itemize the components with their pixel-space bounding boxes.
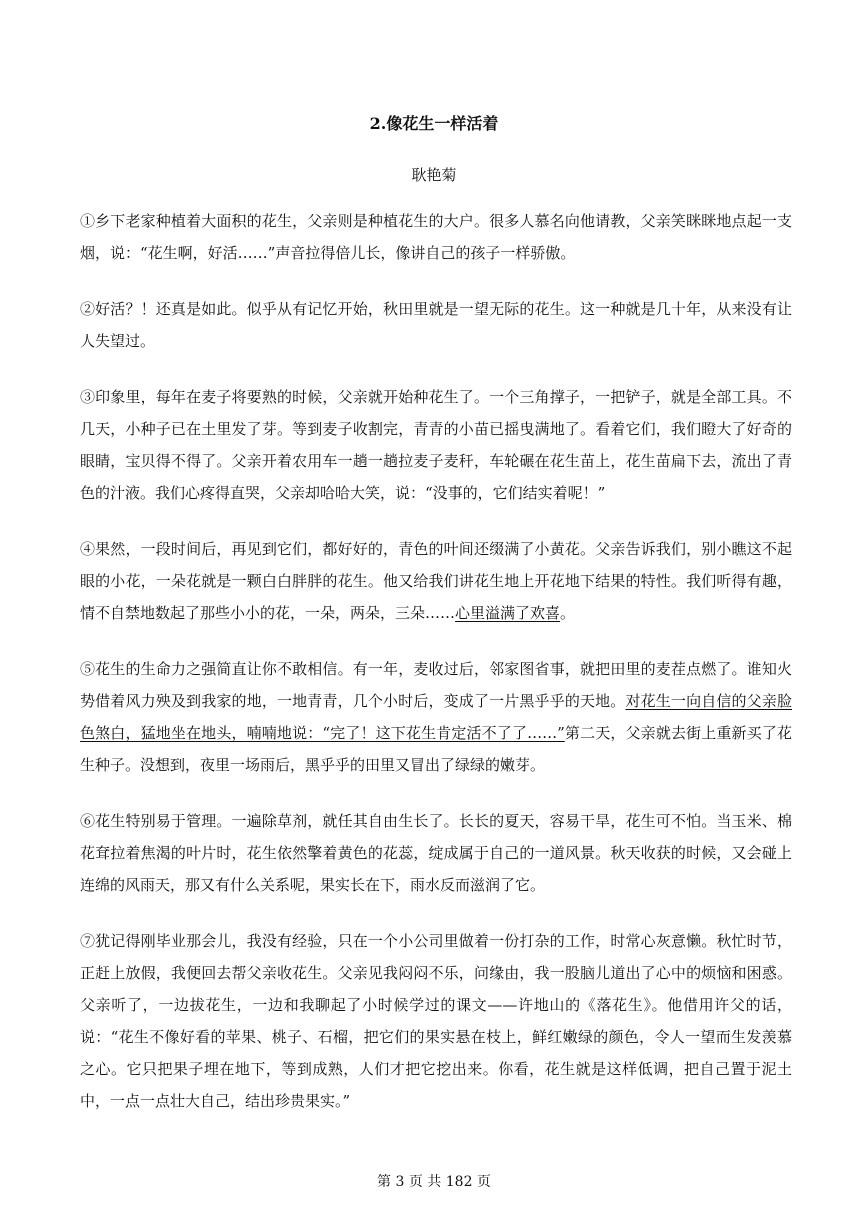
paragraph-4-underlined-phrase: 心里溢满了欢喜 xyxy=(455,604,561,622)
article-author: 耿艳菊 xyxy=(411,166,457,184)
paragraph-5-end: 第二天，父亲就去街上重新买了花生种子。没想到，夜里一场雨后，黑乎乎的田里又冒出了绿绿的嫩芽。 xyxy=(80,724,792,774)
paragraph-4 xyxy=(80,533,792,629)
paragraph-3 xyxy=(80,381,792,509)
article-body xyxy=(80,205,792,1141)
paragraph-5-text: ⑤花生的生命力之强简直让你不敢相信。有一年，麦收过后，邻家图省事，就把田里的麦茬点燃了。谁知火势借着风力殃及到我家的地，一地青青，几个小时后，变成了一片黑乎乎的天地。 xyxy=(80,660,792,710)
paragraph-7 xyxy=(80,925,792,1117)
article-title: 2.像花生一样活着 xyxy=(369,114,499,133)
paragraph-6 xyxy=(80,805,792,901)
paragraph-7-text: ⑦犹记得刚毕业那会儿，我没有经验，只在一个小公司里做着一份打杂的工作，时常心灰意懒。秋忙时节，正赶上放假，我便回去帮父亲收花生。父亲见我闷闷不乐，问缘由，我一股脑儿道出了心中的烦恼和困惑。父亲听了，一边拔花生，一边和我聊起了小时候学过的课文——许地山的《落花生》。他借用许父的话，说：“花生不像好看的苹果、桃子、石榴，把它们的果实悬在枝上，鲜红嫩绿的颜色，令人一望而生发羡慕之心。它只把果子埋在地下，等到成熟，人们才把它挖出来。你看，花生就是这样低调，把自己置于泥土中，一点一点壮大自己，结出珍贵果实。” xyxy=(80,932,792,1110)
paragraph-2 xyxy=(80,293,792,357)
paragraph-5-underlined-sentence: 对花生一向自信的父亲脸色煞白，猛地坐在地头，喃喃地说：“完了！这下花生肯定活不了了……” xyxy=(80,692,792,742)
paragraph-2-text: ②好活？！还真是如此。似乎从有记忆开始，秋田里就是一望无际的花生。这一种就是几十年，从来没有让人失望过。 xyxy=(80,300,792,350)
paragraph-4-end: 。 xyxy=(560,604,576,622)
paragraph-6-text: ⑥花生特别易于管理。一遍除草剂，就任其自由生长了。长长的夏天，容易干旱，花生可不怕。当玉米、棉花耷拉着焦渴的叶片时，花生依然擎着黄色的花蕊，绽成属于自己的一道风景。秋天收获的时候，又会碰上连绵的风雨天，那又有什么关系呢，果实长在下，雨水反而滋润了它。 xyxy=(80,812,792,894)
paragraph-1 xyxy=(80,205,792,269)
paragraph-5 xyxy=(80,653,792,781)
page-number-footer: 第 3 页 共 182 页 xyxy=(377,1174,491,1190)
paragraph-3-text: ③印象里，每年在麦子将要熟的时候，父亲就开始种花生了。一个三角撑子，一把铲子，就是全部工具。不几天，小种子已在土里发了芽。等到麦子收割完，青青的小苗已摇曳满地了。看着它们，我们瞪大了好奇的眼睛，宝贝得不得了。父亲开着农用车一趟一趟拉麦子麦秆，车轮碾在花生苗上，花生苗扁下去，流出了青色的汁液。我们心疼得直哭，父亲却哈哈大笑，说：“没事的，它们结实着呢！” xyxy=(80,388,792,502)
paragraph-1-text: ①乡下老家种植着大面积的花生，父亲则是种植花生的大户。很多人慕名向他请教，父亲笑眯眯地点起一支烟，说：“花生啊，好活……”声音拉得倍儿长，像讲自己的孩子一样骄傲。 xyxy=(80,212,792,262)
paragraph-4-text: ④果然，一段时间后，再见到它们，都好好的，青色的叶间还缀满了小黄花。父亲告诉我们，别小瞧这不起眼的小花，一朵花就是一颗白白胖胖的花生。他又给我们讲花生地上开花地下结果的特性。我们听得有趣，情不自禁地数起了那些小小的花，一朵，两朵，三朵…… xyxy=(80,540,792,622)
